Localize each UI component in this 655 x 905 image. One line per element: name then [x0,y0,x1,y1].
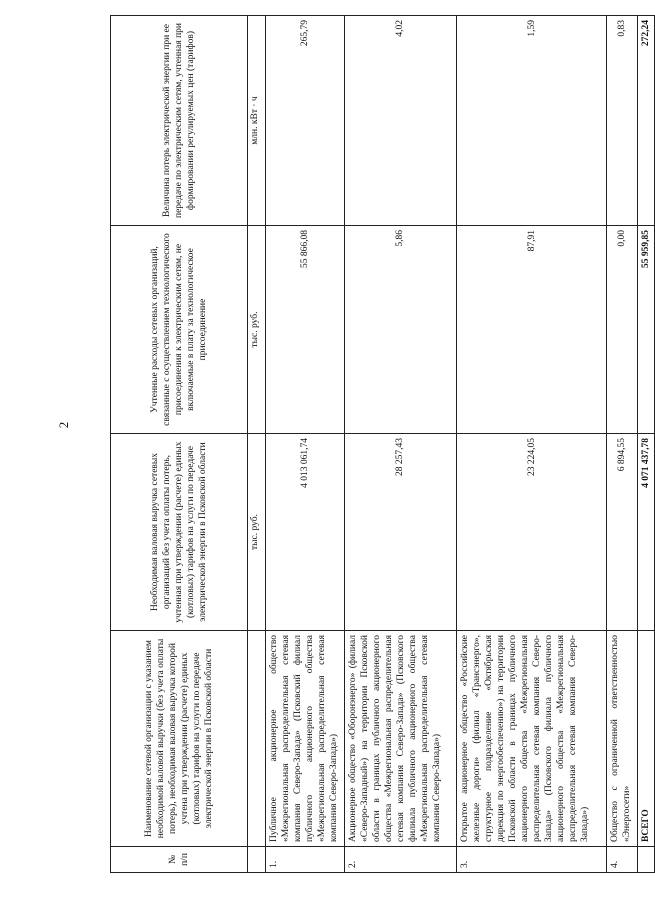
row-num: 2. [344,847,457,873]
table-row [344,16,457,873]
row-nvv-value: 28 257,43 [344,434,457,631]
row-num: 3. [457,847,607,873]
page-number: 2 [56,421,71,429]
units-row [248,16,265,873]
rotated-table-container [110,16,655,873]
row-num: 1. [265,847,344,873]
unit-nvv: тыс. руб. [248,434,265,631]
unit-name [248,631,265,847]
table-row [457,16,607,873]
total-num [637,847,654,873]
row-tech-value: 5,86 [344,226,457,434]
row-nvv-value: 6 894,55 [606,434,637,631]
row-organization-name: Акционерное общество «Оборонэнерго» (филиал «Северо-Западный») на территории Псковской области в границах публичного акционерного общества «Межрегиональная распределительная сетевая компания Северо-Запада» (Псковского филиала публичного акционерного общества «Межрегиональная распределительная сетевая компания Северо-Запада») [344,631,457,847]
header-losses: Величина потерь электрической энергии при ее передаче по электрическим сетям, учтенная при формировании регулируемых цен (тарифов) [111,16,248,226]
table-row [606,16,637,873]
unit-num [248,847,265,873]
total-tech: 55 959,85 [637,226,654,434]
header-nvv: Необходимая валовая выручка сетевых организаций без учета оплаты потерь, учтенная при утверждении (расчете) единых (котловых) тарифов на услуги по передаче электрической энергии в Псковской области [111,434,248,631]
row-losses-value: 0,83 [606,16,637,226]
table-row [265,16,344,873]
row-num: 4. [606,847,637,873]
total-nvv: 4 071 437,78 [637,434,654,631]
unit-tech: тыс. руб. [248,226,265,434]
row-tech-value: 87,91 [457,226,607,434]
total-label: ВСЕГО [637,631,654,847]
header-num: № п/п [111,847,248,873]
row-losses-value: 4,02 [344,16,457,226]
row-tech-value: 0,00 [606,226,637,434]
header-tech: Учтенные расходы сетевых организаций, связанные с осуществлением технологического присоединения к электрическим сетям, не включаемые в плату за технологическое присоединение [111,226,248,434]
row-nvv-value: 4 013 061,74 [265,434,344,631]
row-organization-name: Общество с ограниченной ответственностью «Энергосети» [606,631,637,847]
row-nvv-value: 23 224,05 [457,434,607,631]
header-row [111,16,248,873]
row-tech-value: 55 866,08 [265,226,344,434]
row-losses-value: 1,59 [457,16,607,226]
header-name: Наименование сетевой организации с указанием необходимой валовой выручки (без учета оплаты потерь), необходимая валовая выручка которой учтена при утверждении (расчете) единых (котловых) тарифов на услуги по передаче электрической энергии в Псковской области [111,631,248,847]
row-losses-value: 265,79 [265,16,344,226]
row-organization-name: Публичное акционерное общество «Межрегиональная распределительная сетевая компания Северо-Запада» (Псковский филиал публичного акционерного общества «Межрегиональная распределительная сетевая компания Северо-Запада») [265,631,344,847]
network-organizations-table [110,15,655,873]
row-organization-name: Открытое акционерное общество «Российские железные дороги» (филиал «Трансэнерго», структурное подразделение «Октябрьская дирекция по энергообеспечению») на территории Псковской области в границах публичного акционерного общества «Межрегиональная распределительная сетевая компания Северо-Запада» (Псковского филиала публичного акционерного общества «Межрегиональная распределительная сетевая компания Северо-Запада») [457,631,607,847]
unit-losses: млн. кВт · ч [248,16,265,226]
total-row [637,16,654,873]
total-losses: 272,24 [637,16,654,226]
